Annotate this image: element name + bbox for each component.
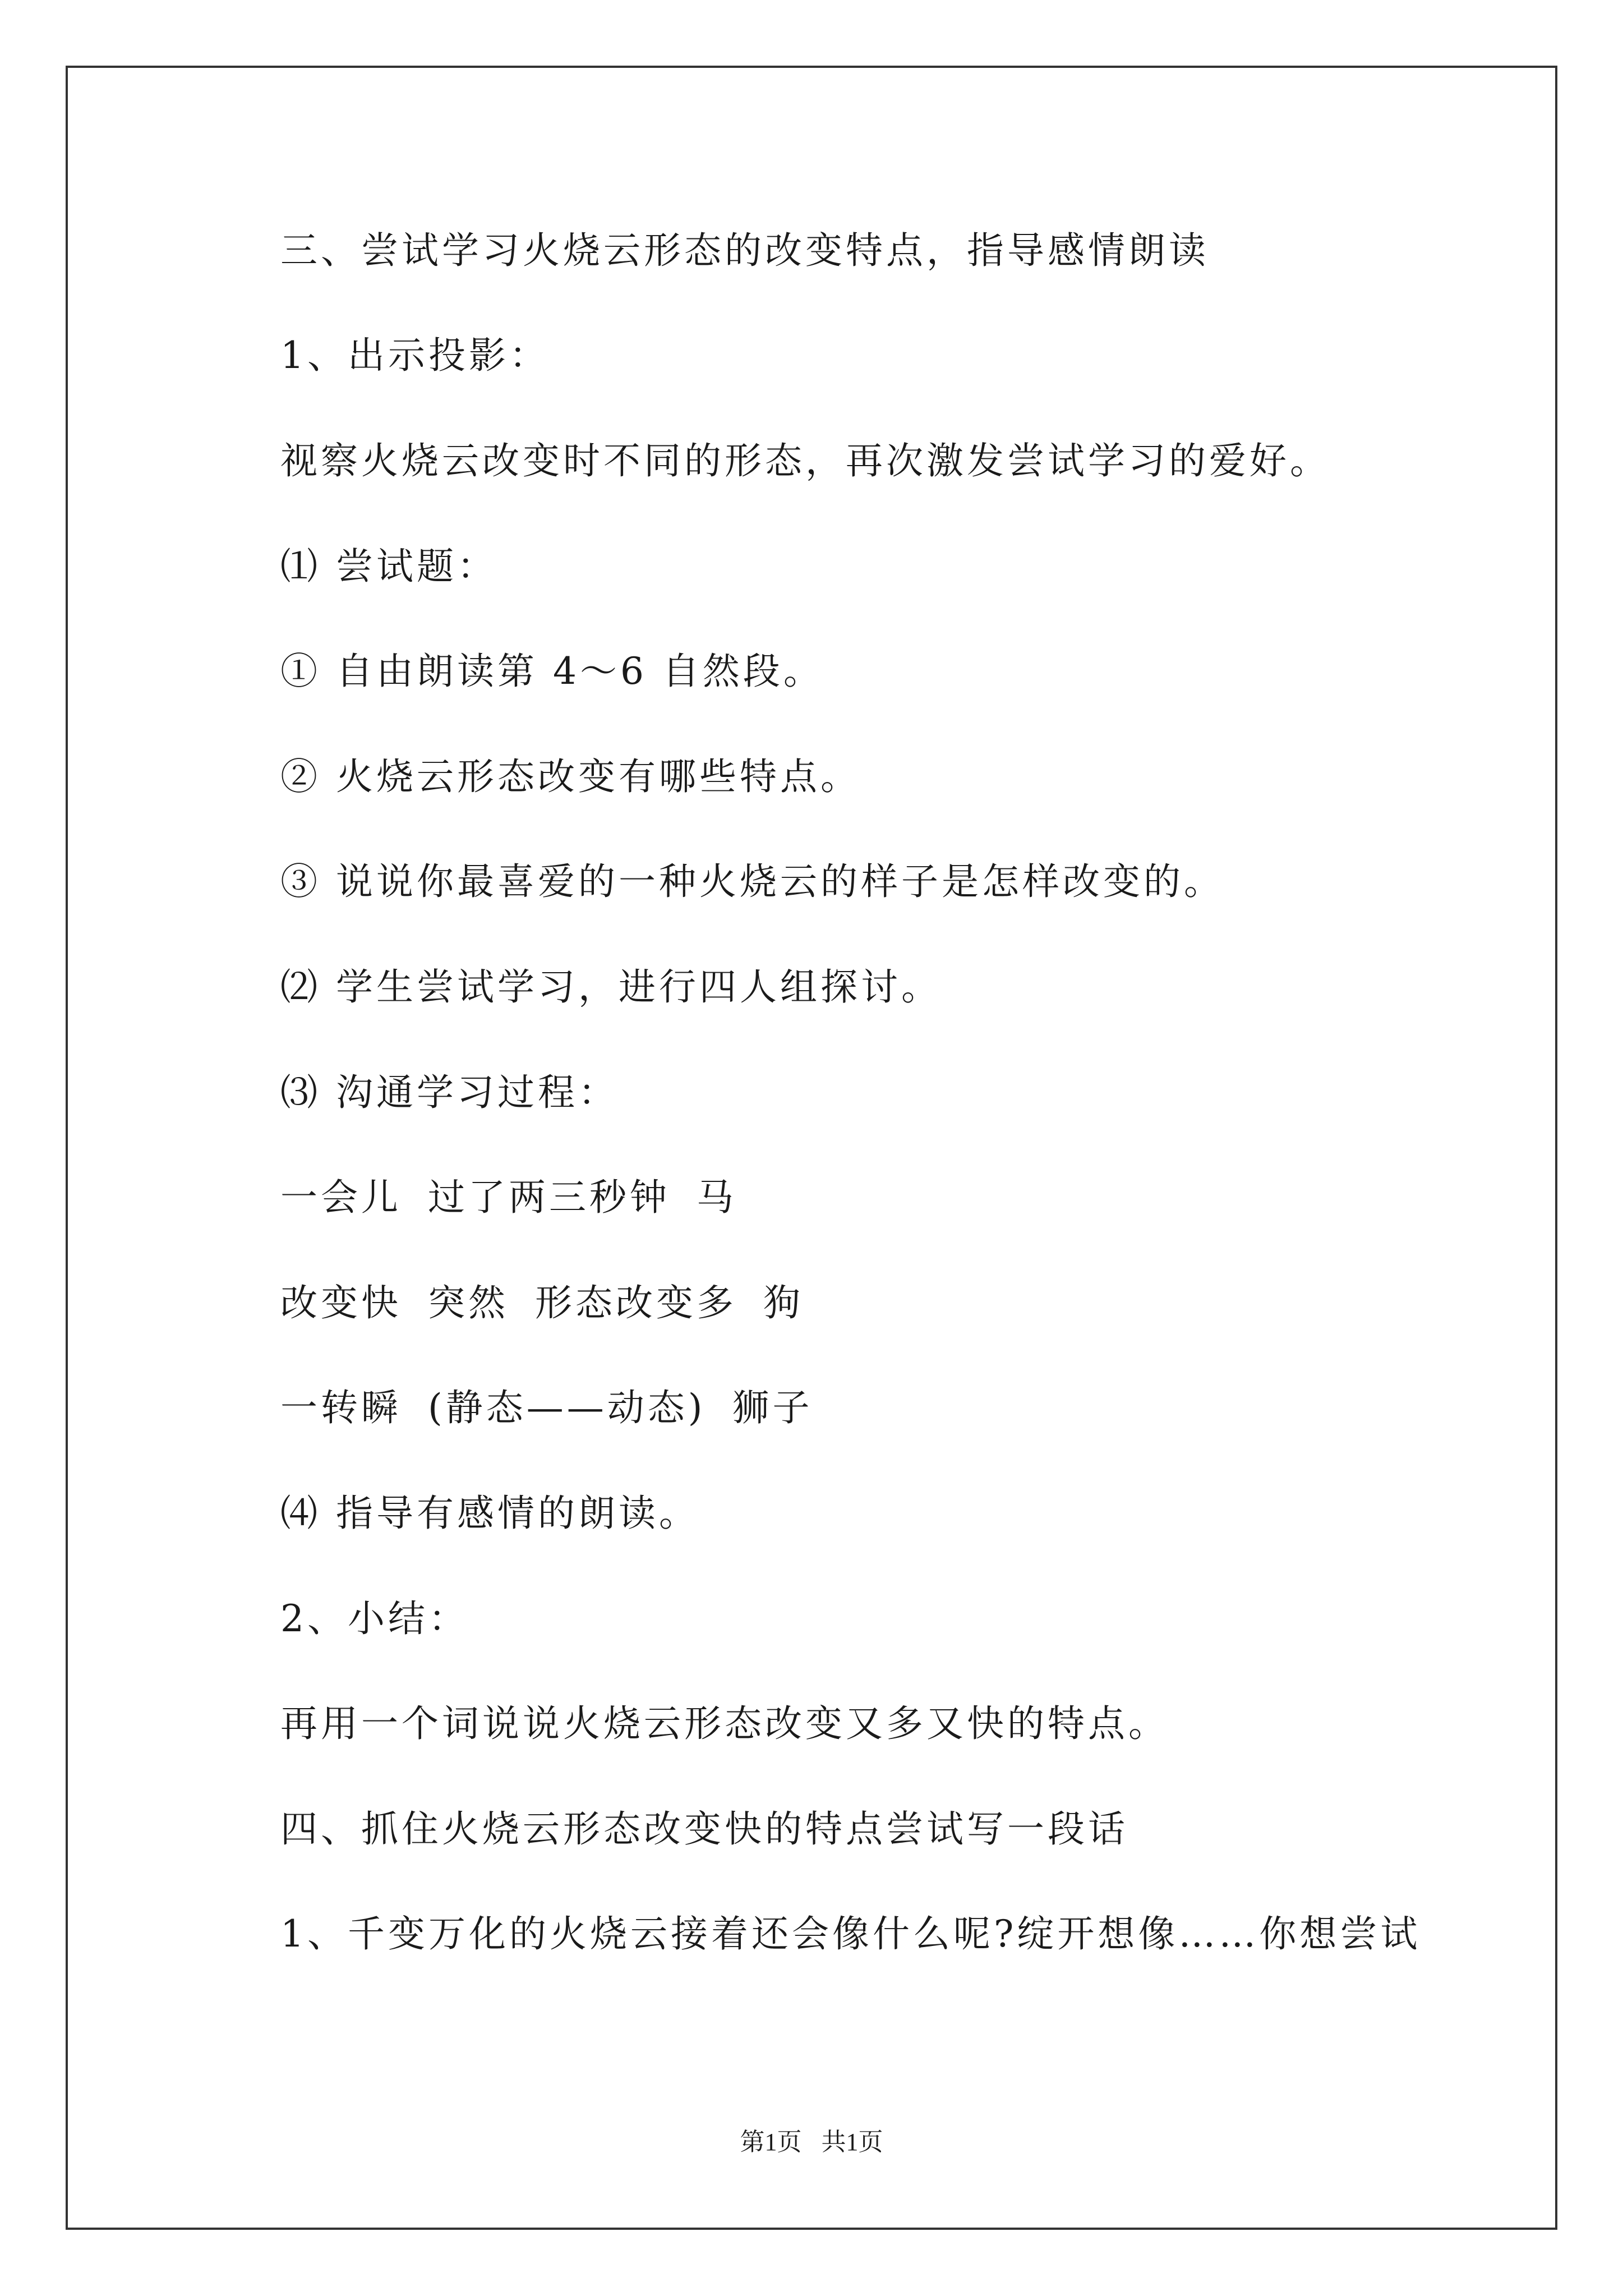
page-border	[66, 66, 1557, 2230]
list-item: ② 火烧云形态改变有哪些特点。	[280, 755, 861, 798]
paragraph: 改变快 突然 形态改变多 狗	[280, 1281, 804, 1324]
paragraph: ⑶ 沟通学习过程：	[280, 1071, 619, 1114]
paragraph: 视察火烧云改变时不同的形态，再次激发尝试学习的爱好。	[280, 439, 1330, 482]
paragraph: ⑴ 尝试题：	[280, 545, 497, 588]
paragraph: 1、出示投影：	[280, 334, 550, 377]
paragraph: 1、千变万化的火烧云接着还会像什么呢?绽开想像……你想尝试	[280, 1912, 1421, 1955]
paragraph: ⑵ 学生尝试学习，进行四人组探讨。	[280, 965, 942, 1009]
paragraph: 2、小结：	[280, 1597, 469, 1640]
page-footer: 第1页 共1页	[740, 2128, 883, 2156]
paragraph: 一会儿 过了两三秒钟 马	[280, 1176, 737, 1219]
list-item: ③ 说说你最喜爱的一种火烧云的样子是怎样改变的。	[280, 860, 1224, 903]
heading-section-4: 四、抓住火烧云形态改变快的特点尝试写一段话	[280, 1807, 1128, 1851]
paragraph: 一转瞬 (静态——动态) 狮子	[280, 1386, 813, 1429]
list-item: ① 自由朗读第 4～6 自然段。	[280, 650, 824, 693]
paragraph: ⑷ 指导有感情的朗读。	[280, 1492, 699, 1535]
heading-section-3: 三、尝试学习火烧云形态的改变特点，指导感情朗读	[280, 229, 1209, 272]
paragraph: 再用一个词说说火烧云形态改变又多又快的特点。	[280, 1702, 1169, 1745]
